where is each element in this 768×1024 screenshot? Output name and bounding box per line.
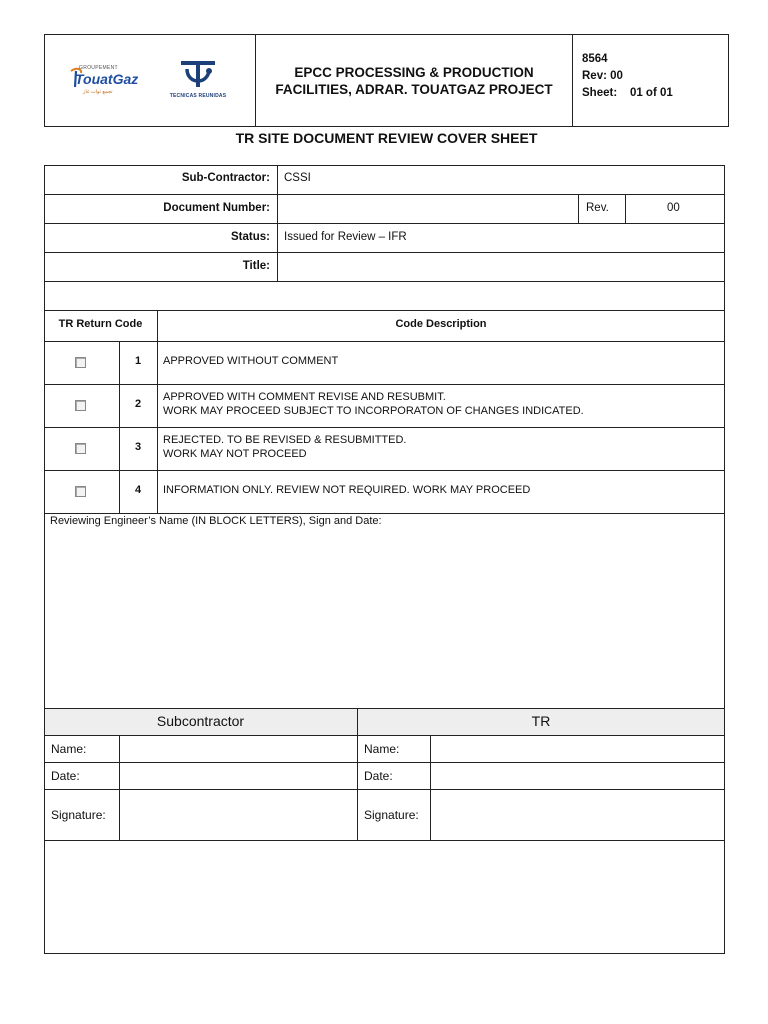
reviewer-input-area[interactable]: [46, 532, 723, 707]
project-title: [256, 35, 573, 126]
code-4-checkbox[interactable]: [75, 486, 86, 497]
code-4-number: 4: [134, 484, 142, 496]
rev-column-label: Rev.: [586, 202, 609, 214]
subcontractor-signature-label: Signature:: [51, 808, 106, 822]
subcontractor-signature-field[interactable]: [121, 791, 355, 839]
tr-date-label: Date:: [364, 769, 393, 783]
code-1-description: [163, 355, 338, 369]
touatgaz-arabic-text: تجمع توات غاز: [83, 88, 113, 95]
subcontractor-name-field[interactable]: [121, 737, 355, 761]
code-3-checkbox[interactable]: [75, 443, 86, 454]
tr-date-field[interactable]: [432, 764, 722, 788]
logo-area: [45, 35, 256, 126]
subcontractor-date-field[interactable]: [121, 764, 355, 788]
title-field[interactable]: [284, 260, 714, 276]
rev-label: Rev:: [582, 70, 607, 82]
tr-signature-label: Signature:: [364, 808, 419, 822]
code-2-checkbox[interactable]: [75, 400, 86, 411]
code-3-description: [163, 434, 406, 461]
touatgaz-brand-text: TouatGaz: [75, 70, 139, 87]
subcontractor-name-label: Name:: [51, 742, 87, 756]
document-header: [44, 34, 729, 127]
document-meta: [573, 35, 728, 126]
code-3-line2: WORK MAY NOT PROCEED: [163, 447, 307, 460]
subcontractor-label: Sub-Contractor:: [181, 172, 270, 184]
tr-heading: TR: [531, 713, 551, 729]
status-label: Status:: [231, 231, 270, 243]
code-2-number: 2: [134, 398, 142, 410]
code-4-line1: INFORMATION ONLY. REVIEW NOT REQUIRED. WORK MAY PROCEED: [163, 484, 531, 496]
tr-emblem-icon: [165, 59, 231, 93]
title-label: Title:: [242, 260, 270, 272]
code-2-description: [163, 391, 584, 418]
subcontractor-heading: Subcontractor: [156, 713, 245, 729]
tr-logo-caption: TECNICAS REUNIDAS: [169, 92, 227, 99]
doc-number: 8564: [582, 53, 608, 65]
code-3-line1: REJECTED. TO BE REVISED & RESUBMITTED.: [163, 434, 407, 446]
subcontractor-date-label: Date:: [51, 769, 80, 783]
rev-value: 00: [610, 70, 623, 82]
sheet-label: Sheet:: [582, 87, 618, 99]
code-2-line1: APPROVED WITH COMMENT REVISE AND RESUBMIT.: [163, 391, 446, 403]
code-1-number: 1: [134, 355, 142, 367]
code-4-description: [163, 484, 530, 498]
status-value[interactable]: Issued for Review – IFR: [284, 231, 407, 243]
rev-column-value[interactable]: 00: [667, 202, 680, 214]
code-3-number: 3: [134, 441, 142, 453]
touatgaz-logo: [69, 61, 151, 101]
tr-name-field[interactable]: [432, 737, 722, 761]
reviewer-label: Reviewing Engineer’s Name (IN BLOCK LETTERS), Sign and Date:: [50, 515, 382, 527]
sheet-value: 01 of 01: [629, 87, 673, 99]
document-number-field[interactable]: [284, 202, 574, 218]
code-1-checkbox[interactable]: [75, 357, 86, 368]
tr-name-label: Name:: [364, 742, 400, 756]
remarks-area[interactable]: [46, 842, 723, 952]
code-1-line1: APPROVED WITHOUT COMMENT: [163, 355, 339, 367]
tecnicas-reunidas-logo: [165, 59, 231, 103]
code-2-line2: WORK MAY PROCEED SUBJECT TO INCORPORATON OF CHANGES INDICATED.: [163, 404, 584, 417]
project-title-line1: EPCC PROCESSING & PRODUCTION: [294, 64, 534, 80]
code-description-header: Code Description: [395, 318, 487, 330]
project-title-line2: FACILITIES, ADRAR. TOUATGAZ PROJECT: [275, 81, 553, 97]
document-title: TR SITE DOCUMENT REVIEW COVER SHEET: [235, 130, 538, 146]
touatgaz-group-text: GROUPEMENT: [79, 64, 118, 71]
document-number-label: Document Number:: [163, 202, 270, 214]
tr-return-code-header: TR Return Code: [58, 318, 143, 330]
tr-signature-field[interactable]: [432, 791, 722, 839]
subcontractor-value[interactable]: CSSI: [284, 172, 311, 184]
